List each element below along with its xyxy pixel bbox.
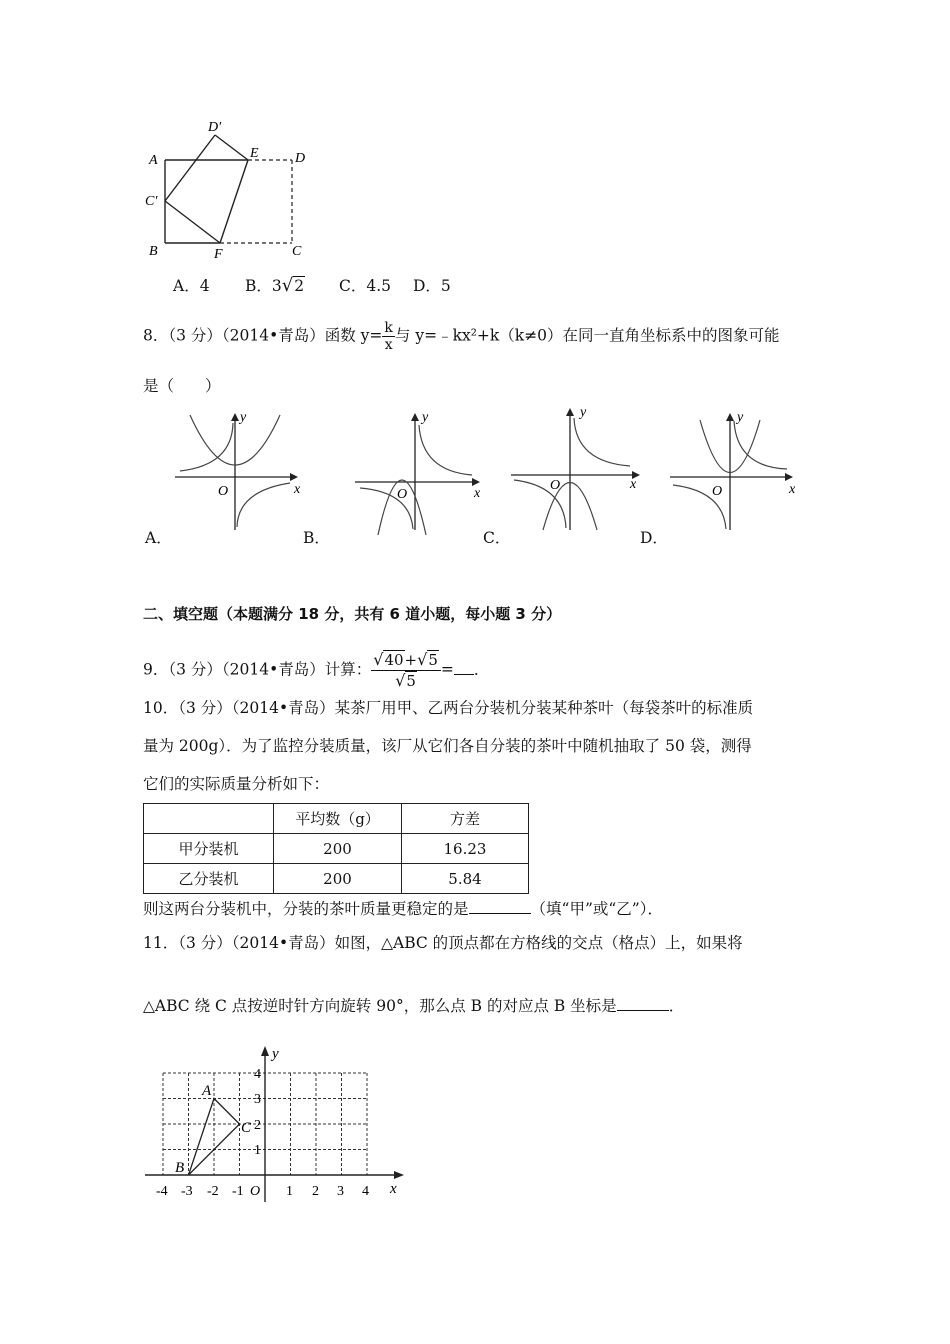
q8-line1: 8．（3 分）（2014•青岛）函数 y= $\frac{k}{x}$ 与 y=﹣kx²+k（k≠0）在同一直角坐标系中的图象可能 [143, 320, 780, 353]
label-d-prime: D′ [208, 120, 222, 135]
q8b-axis-x: x [474, 486, 481, 501]
label-d: D [295, 151, 306, 166]
q7-option-a: A．4 [173, 277, 210, 295]
label-c: C [292, 244, 302, 259]
x-tick: 3 [337, 1184, 344, 1199]
q10-line1: 10．（3 分）（2014•青岛）某茶厂用甲、乙两台分装机分装某种茶叶（每袋茶叶的标准质 [143, 699, 754, 717]
q8-graph-a [170, 405, 310, 535]
label-a: A [149, 153, 158, 168]
q10-answer-blank [469, 899, 531, 914]
table-cell: 甲分装机 [144, 834, 274, 864]
q8-option-c-label: C． [483, 529, 511, 547]
q9-line: 9．（3 分）（2014•青岛）计算： $\frac{√40+√5}{√5}$ = ． [143, 650, 490, 690]
q11-point-a: A [202, 1083, 212, 1099]
table-header-cell: 方差 [402, 804, 529, 834]
table-row [144, 864, 529, 894]
x-tick: -4 [156, 1184, 168, 1199]
q11-origin: O [250, 1184, 261, 1199]
q8a-axis-x: x [294, 482, 301, 497]
q8b-origin: O [397, 487, 408, 502]
label-c-prime: C′ [145, 194, 158, 209]
q11-line1: 11．（3 分）（2014•青岛）如图，△ABC 的顶点都在方格线的交点（格点）上，如果将 [143, 934, 743, 952]
q8-option-d-label: D． [640, 529, 668, 547]
q11-axis-y: y [272, 1046, 279, 1062]
x-tick: -2 [207, 1184, 219, 1199]
q8d-origin: O [712, 484, 723, 499]
table-header-row [144, 804, 529, 834]
q8-option-b-label: B． [303, 529, 330, 547]
q10-line2: 量为 200g）．为了监控分装质量，该厂从它们各自分装的茶叶中随机抽取了 50 袋，测得 [143, 737, 752, 755]
label-e: E [250, 146, 259, 161]
fig7-diagram [140, 115, 320, 265]
q11-grid-diagram [140, 1040, 410, 1210]
q8a-axis-y: y [240, 410, 247, 425]
table-header-cell [144, 804, 274, 834]
table-cell: 200 [274, 834, 402, 864]
k-over-x-fraction: $\frac{k}{x}$ [384, 320, 393, 353]
label-f: F [214, 247, 223, 262]
y-tick: 2 [254, 1118, 261, 1133]
q8c-origin: O [550, 478, 561, 493]
label-b: B [149, 244, 158, 259]
section2-heading: 二、填空题（本题满分 18 分，共有 6 道小题，每小题 3 分） [143, 605, 562, 623]
y-tick: 1 [254, 1143, 261, 1158]
q11-point-b: B [175, 1160, 185, 1176]
y-tick: 4 [254, 1067, 261, 1082]
q11-line2: △ABC 绕 C 点按逆时针方向旋转 90°，那么点 B 的对应点 B 坐标是 ． [143, 997, 685, 1015]
q8c-axis-x: x [630, 477, 637, 492]
q10-answer-line: 则这两台分装机中，分装的茶叶质量更稳定的是 （填“甲”或“乙”）． [143, 900, 663, 918]
q7-option-c: C．4.5 [339, 277, 392, 295]
x-tick: 1 [286, 1184, 293, 1199]
table-cell: 5.84 [402, 864, 529, 894]
x-tick: 4 [362, 1184, 369, 1199]
q8c-axis-y: y [580, 405, 587, 420]
x-tick: -3 [181, 1184, 193, 1199]
y-tick: 3 [254, 1092, 261, 1107]
q11-axis-x: x [390, 1181, 397, 1197]
q7-option-d: D．5 [413, 277, 451, 295]
q8d-axis-x: x [789, 482, 796, 497]
q8a-origin: O [218, 484, 229, 499]
q8b-axis-y: y [422, 410, 429, 425]
q11-answer-blank [617, 996, 669, 1011]
q8-graph-b [350, 405, 490, 535]
table-header-cell: 平均数（g） [274, 804, 402, 834]
q10-table [143, 803, 529, 894]
x-tick: -1 [232, 1184, 244, 1199]
q9-fraction: $\frac{√40+√5}{√5}$ [371, 650, 441, 691]
q8-line2: 是（ ） [143, 377, 221, 395]
table-cell: 200 [274, 864, 402, 894]
table-cell: 16.23 [402, 834, 529, 864]
q10-line3: 它们的实际质量分析如下： [143, 775, 330, 793]
q11-point-c: C [241, 1120, 252, 1136]
q8-graph-d [665, 405, 805, 535]
q7-option-b: B．3√2 [245, 275, 305, 296]
q9-answer-blank [454, 660, 474, 675]
q8-option-a-label: A． [145, 529, 172, 547]
x-tick: 2 [312, 1184, 319, 1199]
q8d-axis-y: y [737, 410, 744, 425]
q8-graph-c [508, 400, 648, 535]
table-cell: 乙分装机 [144, 864, 274, 894]
table-row [144, 834, 529, 864]
